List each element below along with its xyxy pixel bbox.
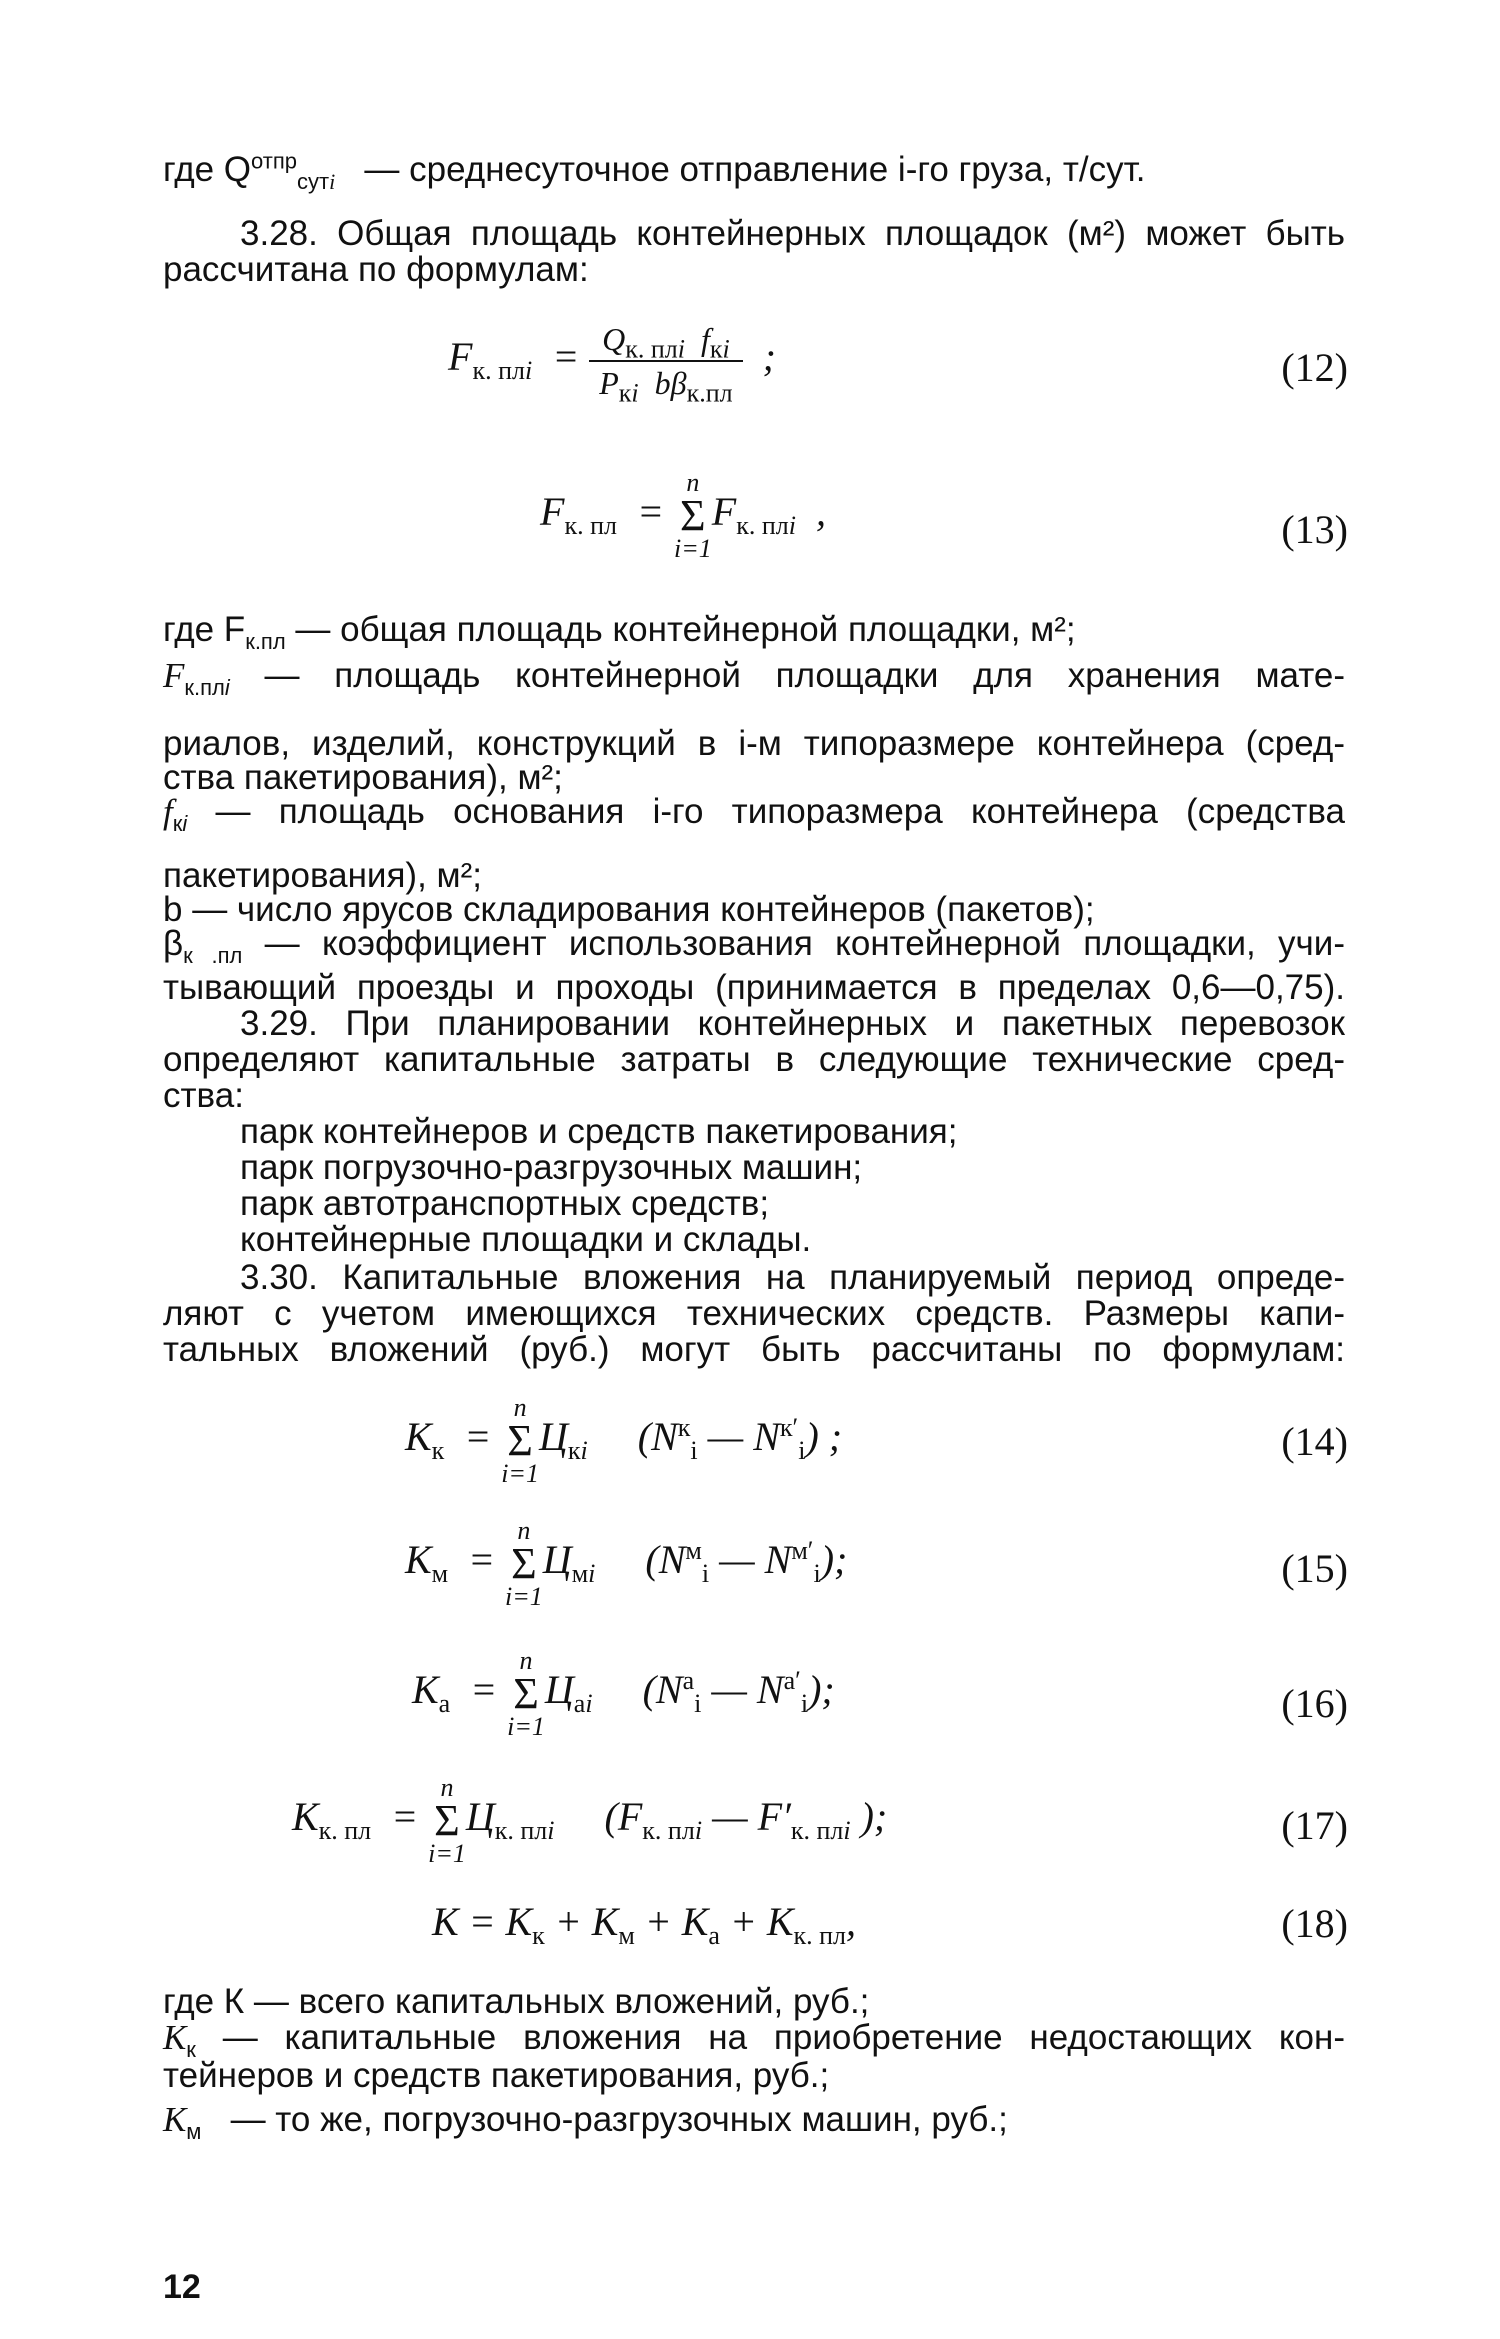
f15-close: ); bbox=[820, 1537, 848, 1583]
k4-text: — то же, погрузочно-разгрузочных машин, руб.; bbox=[230, 2100, 1008, 2139]
k4-k: К bbox=[163, 2100, 187, 2139]
def-line4: ства пакетирования), м²; bbox=[163, 758, 563, 797]
f16-n2: — N bbox=[711, 1667, 784, 1713]
f12-lhs-sub: к. пл bbox=[472, 356, 525, 386]
f17-f1: (F bbox=[604, 1794, 643, 1840]
f17-f2-i: i bbox=[843, 1816, 851, 1846]
def-f-k-i bbox=[163, 792, 1345, 836]
def5-sub: к bbox=[172, 811, 183, 836]
f15-term: Ц bbox=[542, 1537, 572, 1583]
f15-n1: (N bbox=[645, 1537, 686, 1583]
list-item-2: парк погрузочно-разгрузочных машин; bbox=[240, 1148, 863, 1187]
f15-equals: = bbox=[468, 1537, 496, 1583]
f18-part-d: + К bbox=[729, 1899, 794, 1944]
f18-part-c: + К bbox=[644, 1899, 709, 1944]
f16-sum-bottom: i=1 bbox=[507, 1712, 545, 1741]
k4-sub: м bbox=[186, 2119, 202, 2144]
sub-sut: сут bbox=[297, 169, 330, 194]
formula-number-13: (13) bbox=[1281, 507, 1348, 552]
f14-sigma: Σ bbox=[507, 1416, 533, 1465]
f14-lhs-sub: к bbox=[431, 1436, 445, 1466]
f15-n2-i: i bbox=[813, 1559, 821, 1589]
f14-sum-bottom: i=1 bbox=[501, 1459, 539, 1488]
def-line9: тывающий проезды и проходы (принимается в пределах 0,6—0,75). bbox=[163, 968, 1345, 1007]
f13-sum bbox=[674, 470, 712, 562]
f16-sum-top: n bbox=[519, 1646, 533, 1675]
paragraph-3-29-line3: ства: bbox=[163, 1076, 244, 1115]
f14-lhs: К bbox=[405, 1414, 432, 1460]
f17-f1-sub: к. пл bbox=[642, 1816, 695, 1846]
def8-beta: β bbox=[163, 924, 184, 963]
text-line-q-definition bbox=[163, 148, 1345, 194]
f18-sub-d: к. пл bbox=[793, 1921, 846, 1950]
def2-i: i bbox=[224, 675, 230, 700]
f15-sum bbox=[505, 1518, 543, 1610]
f16-term-sub: а bbox=[573, 1689, 586, 1719]
f12-equals: = bbox=[552, 334, 580, 380]
f12-num-f: f bbox=[700, 321, 710, 357]
f14-equals: = bbox=[464, 1414, 492, 1460]
paragraph-3-29-line1: 3.29. При планировании контейнерных и пакетных перевозок bbox=[240, 1004, 1345, 1043]
f12-num-q-i: i bbox=[677, 334, 685, 364]
text-q-meaning: — среднесуточное отправление i-го груза, т/сут. bbox=[364, 150, 1146, 189]
paragraph-3-28-line2: рассчитана по формулам: bbox=[163, 250, 589, 289]
f13-comma: , bbox=[815, 489, 826, 535]
f17-sum-bottom: i=1 bbox=[428, 1839, 466, 1868]
f16-sum bbox=[507, 1648, 545, 1740]
f18-sub-a: к bbox=[532, 1921, 545, 1950]
f14-term-i: i bbox=[580, 1436, 588, 1466]
f12-denominator bbox=[589, 362, 742, 408]
f15-sum-bottom: i=1 bbox=[505, 1582, 543, 1611]
sub-i: i bbox=[329, 169, 336, 194]
paragraph-3-30-line3: тальных вложений (руб.) могут быть рассчитаны по формулам: bbox=[163, 1330, 1345, 1369]
def-k-k-line2: тейнеров и средств пакетирования, руб.; bbox=[163, 2056, 830, 2095]
f15-n1-sup: м bbox=[685, 1535, 702, 1565]
f15-term-sub: м bbox=[571, 1559, 589, 1589]
f16-n2-i: i bbox=[800, 1689, 809, 1719]
def1-lead: где F bbox=[163, 610, 246, 649]
f15-n2: — N bbox=[719, 1537, 792, 1583]
f16-lhs: К bbox=[412, 1667, 439, 1713]
f17-sum-top: n bbox=[440, 1773, 454, 1802]
f13-term-i: i bbox=[788, 511, 796, 541]
f13-sum-bottom: i=1 bbox=[673, 534, 712, 563]
f12-num-f-i: i bbox=[722, 334, 730, 364]
f15-sigma: Σ bbox=[511, 1539, 537, 1588]
f16-term: Ц bbox=[544, 1667, 574, 1713]
f14-n1: (N bbox=[637, 1414, 678, 1460]
f18-part-a: К = К bbox=[432, 1899, 533, 1944]
f16-sigma: Σ bbox=[513, 1669, 539, 1718]
f18-sub-c: а bbox=[708, 1921, 720, 1950]
k2-k: К bbox=[163, 2018, 187, 2057]
page-number: 12 bbox=[163, 2268, 201, 2306]
f15-n1-i: i bbox=[701, 1559, 710, 1589]
def-f-kpl bbox=[163, 610, 1345, 654]
list-item-4: контейнерные площадки и склады. bbox=[240, 1220, 812, 1259]
f16-n1-i: i bbox=[694, 1689, 702, 1719]
f12-den-p-sub: к bbox=[618, 378, 632, 408]
k2-text: — капитальные вложения на приобретение недостающих кон- bbox=[222, 2018, 1345, 2057]
text-where-q: где Q bbox=[163, 150, 252, 189]
paragraph-3-29-line2: определяют капитальные затраты в следующие технические сред- bbox=[163, 1040, 1345, 1079]
f12-fraction bbox=[589, 318, 742, 408]
f12-numerator bbox=[589, 318, 742, 362]
f17-equals: = bbox=[391, 1794, 419, 1840]
f17-f2: — F′ bbox=[712, 1794, 791, 1840]
formula-17 bbox=[292, 1775, 887, 1867]
f16-term-i: i bbox=[585, 1689, 593, 1719]
f17-close: ); bbox=[860, 1794, 888, 1840]
f12-num-f-sub: к bbox=[709, 334, 723, 364]
list-item-3: парк автотранспортных средств; bbox=[240, 1184, 770, 1223]
f12-num-q: Q bbox=[602, 321, 626, 357]
f13-term: F bbox=[711, 489, 737, 535]
k2-sub: к bbox=[186, 2037, 196, 2062]
f14-n2: — N bbox=[707, 1414, 780, 1460]
f12-num-q-sub: к. пл bbox=[625, 334, 678, 364]
paragraph-3-30-line1: 3.30. Капитальные вложения на планируемый период опреде- bbox=[240, 1258, 1345, 1297]
def-k-k bbox=[163, 2018, 1345, 2062]
f18-comma: , bbox=[845, 1899, 856, 1944]
f15-lhs-sub: м bbox=[431, 1559, 449, 1589]
f14-term: Ц bbox=[538, 1414, 568, 1460]
f14-n2-sup: к′ bbox=[779, 1412, 799, 1442]
f16-equals: = bbox=[470, 1667, 498, 1713]
f17-sum bbox=[428, 1775, 466, 1867]
f12-den-b: bβ bbox=[654, 365, 687, 401]
f18-sub-b: м bbox=[618, 1921, 635, 1950]
formula-number-14: (14) bbox=[1281, 1419, 1348, 1464]
formula-number-18: (18) bbox=[1281, 1901, 1348, 1946]
def-k-m bbox=[163, 2100, 1345, 2144]
formula-number-16: (16) bbox=[1281, 1681, 1348, 1726]
def5-text: — площадь основания i-го типоразмера контейнера (средства bbox=[215, 792, 1345, 831]
f16-lhs-sub: а bbox=[438, 1689, 451, 1719]
f16-n1-sup: а bbox=[682, 1665, 695, 1695]
formula-14 bbox=[405, 1395, 842, 1487]
f14-n1-i: i bbox=[690, 1436, 698, 1466]
formula-13 bbox=[540, 470, 826, 562]
f16-close: ); bbox=[808, 1667, 835, 1713]
f12-den-p: P bbox=[599, 365, 619, 401]
def2-f: F bbox=[163, 656, 185, 695]
def8-text: — коэффициент использования контейнерной площадки, учи- bbox=[264, 924, 1345, 963]
f18-part-b: + К bbox=[554, 1899, 619, 1944]
formula-12 bbox=[448, 318, 776, 408]
def5-i: i bbox=[182, 811, 188, 836]
f13-equals: = bbox=[636, 489, 664, 535]
def1-sub: к.пл bbox=[245, 629, 286, 654]
formula-number-17: (17) bbox=[1281, 1803, 1348, 1848]
def-f-kpl-i bbox=[163, 656, 1346, 700]
formula-18 bbox=[432, 1899, 856, 1950]
def-b: b — число ярусов складирования контейнеров (пакетов); bbox=[163, 890, 1095, 929]
f17-f2-sub: к. пл bbox=[790, 1816, 844, 1846]
f13-lhs-sub: к. пл bbox=[564, 511, 617, 541]
f17-sigma: Σ bbox=[434, 1796, 460, 1845]
formula-16 bbox=[412, 1648, 835, 1740]
def1-text: — общая площадь контейнерной площадки, м²; bbox=[295, 610, 1076, 649]
def5-f: f bbox=[163, 792, 173, 831]
def-beta bbox=[163, 924, 1345, 968]
f16-n1: (N bbox=[642, 1667, 683, 1713]
f12-lhs: F bbox=[448, 334, 473, 380]
f15-lhs: К bbox=[405, 1537, 432, 1583]
f12-den-b-sub: к.пл bbox=[686, 378, 733, 408]
paragraph-3-28-line1: 3.28. Общая площадь контейнерных площадок (м²) может быть bbox=[240, 214, 1345, 253]
f12-den-p-i: i bbox=[631, 378, 639, 408]
f17-f1-i: i bbox=[694, 1816, 703, 1846]
formula-number-15: (15) bbox=[1281, 1546, 1348, 1591]
f13-term-sub: к. пл bbox=[736, 511, 789, 541]
formula-15 bbox=[405, 1518, 847, 1610]
def-line3: риалов, изделий, конструкций в i-м типоразмере контейнера (сред- bbox=[163, 724, 1345, 763]
f15-term-i: i bbox=[588, 1559, 596, 1589]
f14-term-sub: к bbox=[567, 1436, 581, 1466]
f12-semicolon: ; bbox=[762, 334, 776, 380]
f15-n2-sup: м′ bbox=[791, 1535, 814, 1565]
def2-sub: к.пл bbox=[184, 675, 225, 700]
f14-n2-i: i bbox=[798, 1436, 806, 1466]
f15-sum-top: n bbox=[517, 1516, 531, 1545]
f17-term-i: i bbox=[547, 1816, 555, 1846]
f13-sigma: Σ bbox=[680, 491, 706, 540]
list-item-1: парк контейнеров и средств пакетирования; bbox=[240, 1112, 958, 1151]
f13-lhs: F bbox=[540, 489, 565, 535]
formula-number-12: (12) bbox=[1281, 345, 1348, 390]
def-line6: пакетирования), м²; bbox=[163, 856, 482, 895]
f17-term: Ц bbox=[465, 1794, 495, 1840]
def8-sub: к .пл bbox=[183, 943, 243, 968]
f14-close: ) ; bbox=[805, 1414, 843, 1460]
f17-lhs: К bbox=[292, 1794, 319, 1840]
f14-sum-top: n bbox=[513, 1393, 527, 1422]
paragraph-3-30-line2: ляют с учетом имеющихся технических средств. Размеры капи- bbox=[163, 1294, 1345, 1333]
def-k: где К — всего капитальных вложений, руб.; bbox=[163, 1982, 870, 2021]
f12-lhs-i: i bbox=[524, 356, 533, 386]
def2-text: — площадь контейнерной площадки для хранения мате- bbox=[264, 656, 1346, 695]
f17-lhs-sub: к. пл bbox=[318, 1816, 372, 1846]
f14-n1-sup: к bbox=[677, 1412, 691, 1442]
f13-sum-top: n bbox=[686, 468, 700, 497]
sup-otpr: отпр bbox=[251, 148, 298, 174]
f16-n2-sup: а′ bbox=[783, 1665, 801, 1695]
f14-sum bbox=[501, 1395, 539, 1487]
f17-term-sub: к. пл bbox=[494, 1816, 548, 1846]
